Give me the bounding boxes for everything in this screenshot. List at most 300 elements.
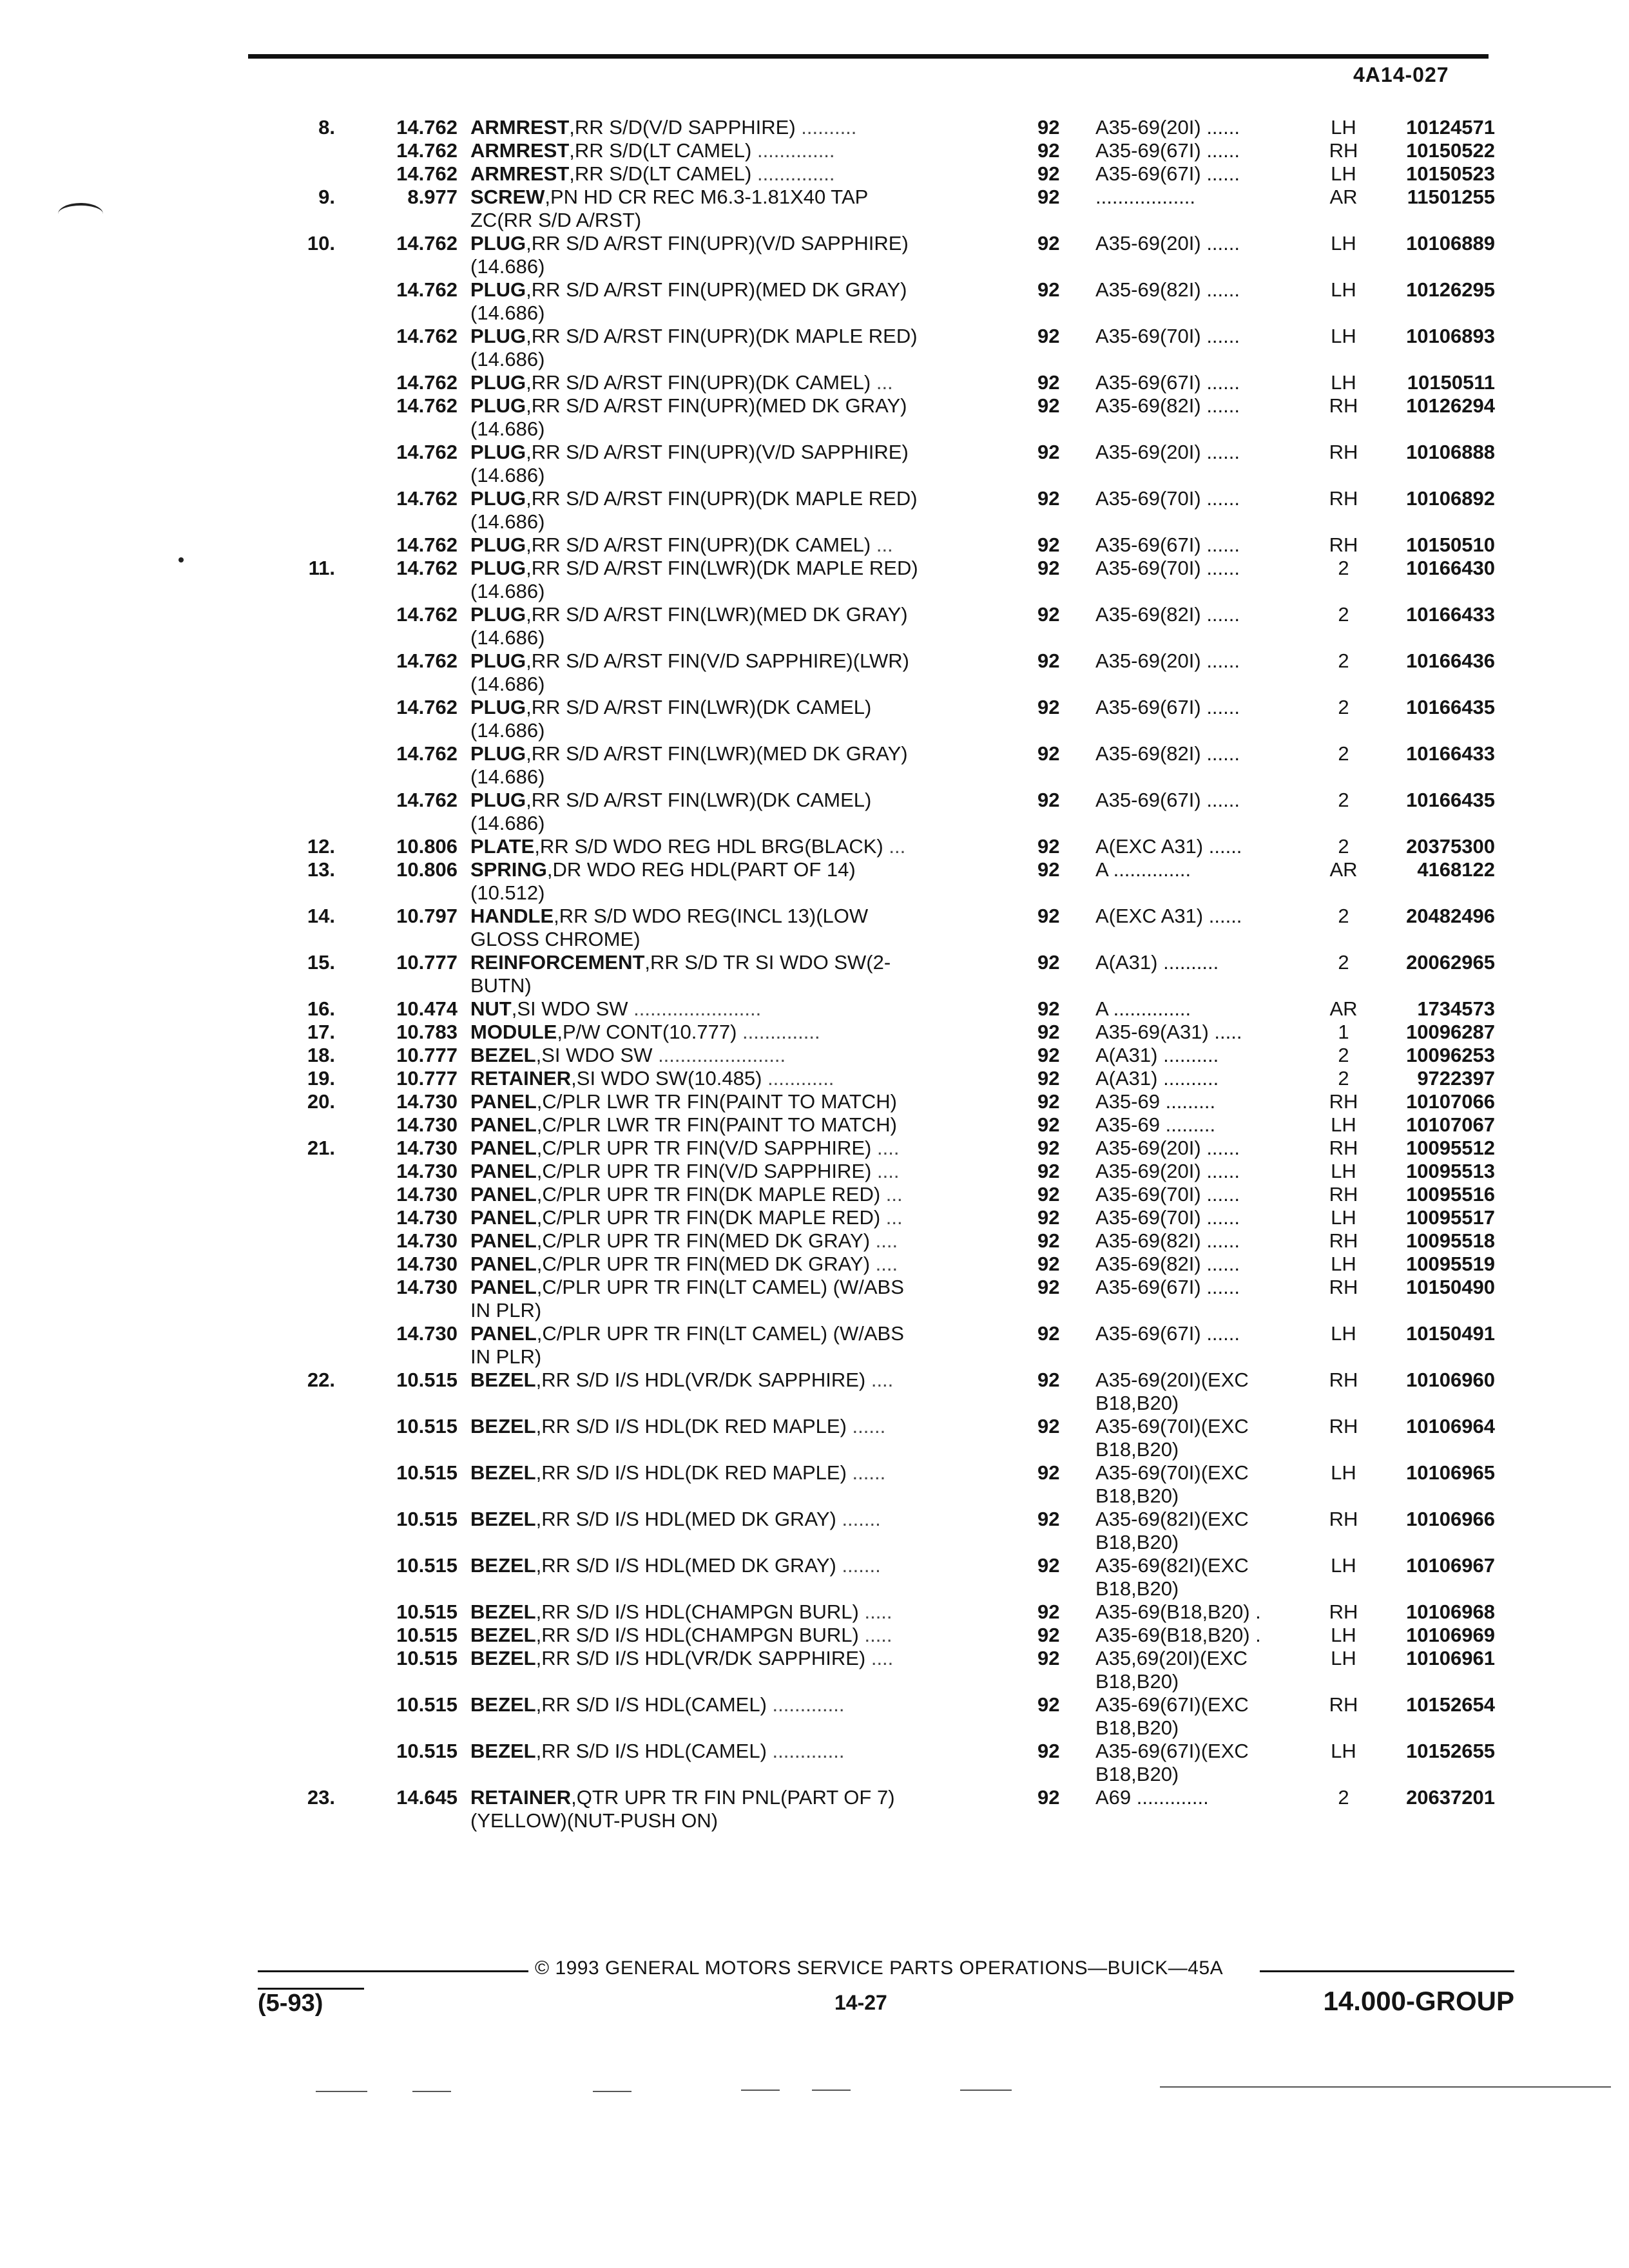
page-number: 14-27 bbox=[834, 1991, 887, 2014]
part-number: 10126294 bbox=[1406, 394, 1495, 417]
part-detail: IN PLR) bbox=[470, 1345, 542, 1368]
quantity: LH bbox=[1331, 1740, 1356, 1762]
group-number: 10.515 bbox=[396, 1600, 458, 1623]
group-number: 14.730 bbox=[396, 1183, 458, 1206]
leader-dots: ..... bbox=[858, 1600, 892, 1623]
group-number: 10.515 bbox=[396, 1693, 458, 1716]
leader-dots: ... bbox=[871, 371, 893, 394]
copyright-notice: © 1993 GENERAL MOTORS SERVICE PARTS OPERATIONS—BUICK—45A bbox=[535, 1957, 1224, 1979]
part-detail: ,RR S/D I/S HDL(CHAMPGN BURL) bbox=[535, 1624, 859, 1646]
part-name: PANEL bbox=[470, 1229, 537, 1252]
part-detail: (14.686) bbox=[470, 673, 545, 695]
table-row bbox=[284, 464, 1508, 487]
part-name: BEZEL bbox=[470, 1415, 536, 1437]
part-name: ARMREST bbox=[470, 139, 570, 162]
part-description bbox=[470, 1693, 1025, 1716]
part-number: 10106969 bbox=[1406, 1624, 1495, 1646]
table-row bbox=[284, 881, 1508, 905]
part-detail: ,RR S/D A/RST FIN(LWR)(MED DK GRAY) bbox=[526, 742, 908, 765]
part-detail: ZC(RR S/D A/RST) bbox=[470, 209, 642, 231]
part-detail: ,RR S/D(LT CAMEL) bbox=[569, 139, 752, 162]
part-number: 10106965 bbox=[1406, 1461, 1495, 1484]
part-description bbox=[470, 1508, 1025, 1531]
scan-mark bbox=[960, 2090, 1012, 2091]
footer-rule-right bbox=[1260, 1970, 1514, 1972]
ref-number: 16. bbox=[307, 997, 335, 1020]
table-row bbox=[284, 394, 1508, 418]
table-row bbox=[284, 1647, 1508, 1670]
part-detail: ,RR S/D I/S HDL(CAMEL) bbox=[535, 1740, 767, 1762]
table-row bbox=[284, 626, 1508, 649]
ref-number: 13. bbox=[307, 858, 335, 881]
table-row bbox=[284, 1740, 1508, 1763]
table-row bbox=[284, 487, 1508, 510]
quantity: LH bbox=[1331, 232, 1356, 255]
document-code: 4A14-027 bbox=[1353, 63, 1449, 86]
part-detail: ,RR S/D A/RST FIN(UPR)(DK MAPLE RED) bbox=[526, 487, 918, 510]
model-year: 92 bbox=[1037, 1113, 1060, 1136]
part-name: PLUG bbox=[470, 394, 526, 417]
model-year: 92 bbox=[1037, 997, 1060, 1020]
part-name: PLUG bbox=[470, 649, 526, 672]
table-row bbox=[284, 1485, 1508, 1508]
part-description bbox=[470, 1647, 1025, 1670]
model-usage: A35,69(20I)(EXC bbox=[1095, 1647, 1248, 1669]
part-description bbox=[470, 1554, 1025, 1577]
part-description bbox=[470, 557, 1025, 580]
part-number: 10106889 bbox=[1406, 232, 1495, 255]
quantity: RH bbox=[1329, 1276, 1358, 1298]
part-detail: (14.686) bbox=[470, 510, 545, 533]
model-year: 92 bbox=[1037, 1647, 1060, 1669]
table-row bbox=[284, 1299, 1508, 1322]
part-detail: BUTN) bbox=[470, 974, 532, 997]
part-detail: ,DR WDO REG HDL(PART OF 14) bbox=[546, 858, 856, 881]
part-description bbox=[470, 673, 1025, 696]
model-year: 92 bbox=[1037, 278, 1060, 301]
model-usage: A69 ............. bbox=[1095, 1786, 1209, 1809]
model-year: 92 bbox=[1037, 1160, 1060, 1182]
part-description bbox=[470, 394, 1025, 418]
table-row bbox=[284, 1345, 1508, 1369]
part-name: PLUG bbox=[470, 557, 526, 579]
leader-dots: ... bbox=[871, 533, 893, 556]
table-row bbox=[284, 835, 1508, 858]
ref-number: 22. bbox=[307, 1369, 335, 1391]
table-row bbox=[284, 116, 1508, 139]
leader-dots: .......... bbox=[795, 116, 857, 139]
group-number: 10.515 bbox=[396, 1461, 458, 1484]
table-row bbox=[284, 1600, 1508, 1624]
table-row bbox=[284, 1670, 1508, 1693]
part-detail: ,C/PLR LWR TR FIN(PAINT TO MATCH) bbox=[536, 1090, 897, 1113]
part-detail: (14.686) bbox=[470, 302, 545, 324]
part-detail: (14.686) bbox=[470, 812, 545, 834]
part-name: SCREW bbox=[470, 186, 545, 208]
part-description bbox=[470, 418, 1025, 441]
part-description bbox=[470, 858, 1025, 881]
model-usage: B18,B20) bbox=[1095, 1531, 1179, 1553]
quantity: LH bbox=[1331, 1461, 1356, 1484]
model-year: 92 bbox=[1037, 1229, 1060, 1252]
leader-dots: ..... bbox=[858, 1624, 892, 1646]
quantity: RH bbox=[1329, 1090, 1358, 1113]
part-detail: ,RR S/D A/RST FIN(LWR)(DK CAMEL) bbox=[526, 696, 872, 718]
table-row bbox=[284, 1693, 1508, 1716]
part-description bbox=[470, 348, 1025, 371]
model-usage: A35-69(B18,B20) . bbox=[1095, 1624, 1261, 1646]
model-usage: A(A31) .......... bbox=[1095, 1044, 1219, 1066]
table-row bbox=[284, 232, 1508, 255]
table-row bbox=[284, 1322, 1508, 1345]
group-number: 14.762 bbox=[396, 603, 458, 626]
model-year: 92 bbox=[1037, 1253, 1060, 1275]
ref-number: 8. bbox=[318, 116, 335, 139]
quantity: 2 bbox=[1338, 1786, 1349, 1809]
ref-number: 17. bbox=[307, 1021, 335, 1043]
group-number: 14.762 bbox=[396, 696, 458, 718]
model-year: 92 bbox=[1037, 789, 1060, 811]
part-description bbox=[470, 1740, 1025, 1763]
group-number: 14.762 bbox=[396, 139, 458, 162]
part-detail: ,SI WDO SW(10.485) bbox=[571, 1067, 762, 1090]
part-number: 10152655 bbox=[1406, 1740, 1495, 1762]
part-number: 20482496 bbox=[1406, 905, 1495, 927]
quantity: 2 bbox=[1338, 557, 1349, 579]
part-number: 10095516 bbox=[1406, 1183, 1495, 1206]
quantity: RH bbox=[1329, 1415, 1358, 1437]
group-number: 14.730 bbox=[396, 1137, 458, 1159]
model-usage: A35-69(67I) ...... bbox=[1095, 1322, 1240, 1345]
part-detail: ,PN HD CR REC M6.3-1.81X40 TAP bbox=[545, 186, 869, 208]
part-number: 10095517 bbox=[1406, 1206, 1495, 1229]
part-name: HANDLE bbox=[470, 905, 554, 927]
part-detail: ,C/PLR UPR TR FIN(V/D SAPPHIRE) bbox=[536, 1137, 872, 1159]
part-number: 1734573 bbox=[1417, 997, 1495, 1020]
model-year: 92 bbox=[1037, 1183, 1060, 1206]
part-name: PANEL bbox=[470, 1160, 537, 1182]
part-name: ARMREST bbox=[470, 116, 570, 139]
part-detail: (14.686) bbox=[470, 464, 545, 486]
model-year: 92 bbox=[1037, 1461, 1060, 1484]
part-name: PLUG bbox=[470, 441, 526, 463]
group-number: 14.762 bbox=[396, 371, 458, 394]
model-year: 92 bbox=[1037, 649, 1060, 672]
part-detail: ,RR S/D A/RST FIN(LWR)(DK MAPLE RED) bbox=[526, 557, 918, 579]
model-year: 92 bbox=[1037, 394, 1060, 417]
model-usage: A35-69(82I) ...... bbox=[1095, 1229, 1240, 1252]
leader-dots: ....................... bbox=[652, 1044, 786, 1066]
model-year: 92 bbox=[1037, 487, 1060, 510]
model-year: 92 bbox=[1037, 742, 1060, 765]
scan-mark bbox=[741, 2090, 780, 2091]
model-year: 92 bbox=[1037, 1021, 1060, 1043]
part-name: PLUG bbox=[470, 325, 526, 347]
model-year: 92 bbox=[1037, 1137, 1060, 1159]
part-description bbox=[470, 325, 1025, 348]
group-number: 10.777 bbox=[396, 1044, 458, 1066]
part-number: 10106967 bbox=[1406, 1554, 1495, 1577]
table-row bbox=[284, 348, 1508, 371]
part-name: PANEL bbox=[470, 1253, 537, 1275]
ref-number: 11. bbox=[308, 557, 335, 579]
part-name: BEZEL bbox=[470, 1508, 536, 1530]
table-row bbox=[284, 533, 1508, 557]
table-row bbox=[284, 186, 1508, 209]
group-number: 14.730 bbox=[396, 1253, 458, 1275]
model-usage: A35-69(67I) ...... bbox=[1095, 696, 1240, 718]
quantity: 2 bbox=[1338, 789, 1349, 811]
model-usage: A35-69(20I) ...... bbox=[1095, 116, 1240, 139]
quantity: 2 bbox=[1338, 696, 1349, 718]
quantity: 2 bbox=[1338, 951, 1349, 974]
quantity: RH bbox=[1329, 394, 1358, 417]
part-name: ARMREST bbox=[470, 162, 570, 185]
part-name: PANEL bbox=[470, 1206, 537, 1229]
group-number: 10.806 bbox=[396, 858, 458, 881]
part-number: 4168122 bbox=[1417, 858, 1495, 881]
part-description bbox=[470, 441, 1025, 464]
table-row bbox=[284, 139, 1508, 162]
model-year: 92 bbox=[1037, 1206, 1060, 1229]
table-row bbox=[284, 1044, 1508, 1067]
quantity: RH bbox=[1329, 1229, 1358, 1252]
date-code: (5-93) bbox=[258, 1990, 323, 2017]
ref-number: 19. bbox=[307, 1067, 335, 1090]
table-row bbox=[284, 1531, 1508, 1554]
group-number: 14.762 bbox=[396, 232, 458, 255]
table-row bbox=[284, 580, 1508, 603]
part-number: 20637201 bbox=[1406, 1786, 1495, 1809]
part-name: PANEL bbox=[470, 1276, 537, 1298]
model-usage: A35-69(20I)(EXC bbox=[1095, 1369, 1249, 1391]
part-description bbox=[470, 162, 1025, 186]
group-number: 14.762 bbox=[396, 649, 458, 672]
quantity: RH bbox=[1329, 533, 1358, 556]
part-name: PLUG bbox=[470, 696, 526, 718]
model-year: 92 bbox=[1037, 557, 1060, 579]
quantity: 1 bbox=[1338, 1021, 1349, 1043]
ref-number: 14. bbox=[307, 905, 335, 927]
part-detail: ,RR S/D WDO REG HDL BRG(BLACK) bbox=[534, 835, 883, 858]
quantity: 2 bbox=[1338, 603, 1349, 626]
part-detail: ,P/W CONT(10.777) bbox=[557, 1021, 737, 1043]
model-usage: A35-69(70I)(EXC bbox=[1095, 1461, 1249, 1484]
part-description bbox=[470, 186, 1025, 209]
part-description bbox=[470, 1369, 1025, 1392]
model-year: 92 bbox=[1037, 533, 1060, 556]
model-year: 92 bbox=[1037, 905, 1060, 927]
group-number: 14.762 bbox=[396, 162, 458, 185]
model-usage: A(A31) .......... bbox=[1095, 951, 1219, 974]
part-detail: ,RR S/D A/RST FIN(UPR)(MED DK GRAY) bbox=[526, 278, 907, 301]
model-usage: A35-69(20I) ...... bbox=[1095, 1160, 1240, 1182]
part-number: 20062965 bbox=[1406, 951, 1495, 974]
table-row bbox=[284, 371, 1508, 394]
model-usage: B18,B20) bbox=[1095, 1670, 1179, 1693]
model-usage: A35-69(67I) ...... bbox=[1095, 139, 1240, 162]
part-name: BEZEL bbox=[470, 1600, 536, 1623]
quantity: RH bbox=[1329, 1137, 1358, 1159]
leader-dots: .............. bbox=[751, 139, 835, 162]
part-detail: ,C/PLR UPR TR FIN(V/D SAPPHIRE) bbox=[536, 1160, 872, 1182]
part-number: 10166436 bbox=[1406, 649, 1495, 672]
group-number: 14.762 bbox=[396, 116, 458, 139]
ref-number: 9. bbox=[318, 186, 335, 208]
table-row bbox=[284, 418, 1508, 441]
margin-dot bbox=[178, 557, 184, 562]
part-description bbox=[470, 626, 1025, 649]
ref-number: 23. bbox=[307, 1786, 335, 1809]
part-number: 10096287 bbox=[1406, 1021, 1495, 1043]
quantity: AR bbox=[1329, 186, 1358, 208]
quantity: RH bbox=[1329, 1693, 1358, 1716]
table-row bbox=[284, 1392, 1508, 1415]
part-detail: (14.686) bbox=[470, 255, 545, 278]
group-number: 10.515 bbox=[396, 1415, 458, 1437]
part-detail: ,RR S/D A/RST FIN(V/D SAPPHIRE)(LWR) bbox=[526, 649, 909, 672]
part-detail: ,SI WDO SW bbox=[535, 1044, 653, 1066]
model-year: 92 bbox=[1037, 1044, 1060, 1066]
model-usage: A35-69(70I) ...... bbox=[1095, 1183, 1240, 1206]
quantity: RH bbox=[1329, 1369, 1358, 1391]
quantity: LH bbox=[1331, 1624, 1356, 1646]
part-number: 10106893 bbox=[1406, 325, 1495, 347]
model-year: 92 bbox=[1037, 835, 1060, 858]
part-detail: (14.686) bbox=[470, 719, 545, 742]
group-number: 14.730 bbox=[396, 1322, 458, 1345]
group-number: 14.730 bbox=[396, 1160, 458, 1182]
group-number: 14.762 bbox=[396, 441, 458, 463]
part-name: MODULE bbox=[470, 1021, 557, 1043]
leader-dots: .... bbox=[870, 1253, 898, 1275]
part-description bbox=[470, 1415, 1025, 1438]
part-name: SPRING bbox=[470, 858, 547, 881]
ref-number: 10. bbox=[307, 232, 335, 255]
quantity: LH bbox=[1331, 1206, 1356, 1229]
quantity: AR bbox=[1329, 858, 1358, 881]
part-number: 10095518 bbox=[1406, 1229, 1495, 1252]
part-description bbox=[470, 789, 1025, 812]
table-row bbox=[284, 974, 1508, 997]
table-row bbox=[284, 928, 1508, 951]
leader-dots: ... bbox=[883, 835, 906, 858]
leader-dots: .............. bbox=[737, 1021, 820, 1043]
part-name: PLUG bbox=[470, 487, 526, 510]
table-row bbox=[284, 1716, 1508, 1740]
model-usage: A35-69(67I)(EXC bbox=[1095, 1693, 1249, 1716]
group-label: 14.000-GROUP bbox=[1323, 1986, 1514, 2016]
part-name: PLUG bbox=[470, 603, 526, 626]
part-description bbox=[470, 255, 1025, 278]
group-number: 14.762 bbox=[396, 557, 458, 579]
part-description bbox=[470, 1067, 1025, 1090]
part-description bbox=[470, 232, 1025, 255]
model-year: 92 bbox=[1037, 1786, 1060, 1809]
model-usage: A35-69(67I) ...... bbox=[1095, 162, 1240, 185]
part-number: 10166435 bbox=[1406, 696, 1495, 718]
part-description bbox=[470, 580, 1025, 603]
table-row bbox=[284, 1369, 1508, 1392]
part-description bbox=[470, 835, 1025, 858]
model-usage: B18,B20) bbox=[1095, 1485, 1179, 1507]
part-detail: GLOSS CHROME) bbox=[470, 928, 641, 950]
top-rule bbox=[248, 54, 1489, 59]
model-year: 92 bbox=[1037, 116, 1060, 139]
part-description bbox=[470, 533, 1025, 557]
group-number: 10.515 bbox=[396, 1554, 458, 1577]
part-name: PLUG bbox=[470, 278, 526, 301]
table-row bbox=[284, 997, 1508, 1021]
part-detail: ,RR S/D A/RST FIN(UPR)(DK CAMEL) bbox=[526, 533, 871, 556]
part-number: 10106892 bbox=[1406, 487, 1495, 510]
table-row bbox=[284, 1763, 1508, 1786]
model-usage: A35-69(82I) ...... bbox=[1095, 603, 1240, 626]
model-year: 92 bbox=[1037, 951, 1060, 974]
table-row bbox=[284, 1438, 1508, 1461]
part-description bbox=[470, 1090, 1025, 1113]
leader-dots: ...... bbox=[846, 1415, 886, 1437]
part-description bbox=[470, 603, 1025, 626]
quantity: LH bbox=[1331, 1554, 1356, 1577]
model-year: 92 bbox=[1037, 325, 1060, 347]
quantity: LH bbox=[1331, 162, 1356, 185]
model-year: 92 bbox=[1037, 186, 1060, 208]
part-detail: (14.686) bbox=[470, 418, 545, 440]
part-description bbox=[470, 974, 1025, 997]
table-row bbox=[284, 441, 1508, 464]
part-description bbox=[470, 487, 1025, 510]
model-usage: B18,B20) bbox=[1095, 1438, 1179, 1461]
ref-number: 15. bbox=[307, 951, 335, 974]
leader-dots: .... bbox=[870, 1229, 898, 1252]
part-name: BEZEL bbox=[470, 1369, 536, 1391]
part-detail: IN PLR) bbox=[470, 1299, 542, 1321]
part-description bbox=[470, 719, 1025, 742]
model-year: 92 bbox=[1037, 1322, 1060, 1345]
part-number: 10107066 bbox=[1406, 1090, 1495, 1113]
table-row bbox=[284, 1183, 1508, 1206]
leader-dots: .... bbox=[871, 1137, 900, 1159]
model-usage: A35-69(67I)(EXC bbox=[1095, 1740, 1249, 1762]
part-number: 10106960 bbox=[1406, 1369, 1495, 1391]
group-number: 14.762 bbox=[396, 533, 458, 556]
part-number: 10150490 bbox=[1406, 1276, 1495, 1298]
model-usage: A35-69(70I) ...... bbox=[1095, 487, 1240, 510]
part-description bbox=[470, 139, 1025, 162]
part-description bbox=[470, 1600, 1025, 1624]
quantity: LH bbox=[1331, 1253, 1356, 1275]
quantity: 2 bbox=[1338, 1067, 1349, 1090]
part-detail: ,RR S/D A/RST FIN(UPR)(MED DK GRAY) bbox=[526, 394, 907, 417]
model-year: 92 bbox=[1037, 1369, 1060, 1391]
table-row bbox=[284, 325, 1508, 348]
table-row bbox=[284, 858, 1508, 881]
table-row bbox=[284, 673, 1508, 696]
part-detail: ,C/PLR UPR TR FIN(MED DK GRAY) bbox=[536, 1229, 871, 1252]
scan-mark bbox=[812, 2090, 851, 2091]
part-name: PANEL bbox=[470, 1090, 537, 1113]
model-usage: A35-69(20I) ...... bbox=[1095, 232, 1240, 255]
leader-dots: ............. bbox=[766, 1740, 845, 1762]
table-row bbox=[284, 302, 1508, 325]
table-row bbox=[284, 1624, 1508, 1647]
part-description bbox=[470, 881, 1025, 905]
part-description bbox=[470, 1253, 1025, 1276]
part-detail: ,RR S/D A/RST FIN(UPR)(DK MAPLE RED) bbox=[526, 325, 918, 347]
part-detail: ,RR S/D(V/D SAPPHIRE) bbox=[569, 116, 796, 139]
table-row bbox=[284, 765, 1508, 789]
